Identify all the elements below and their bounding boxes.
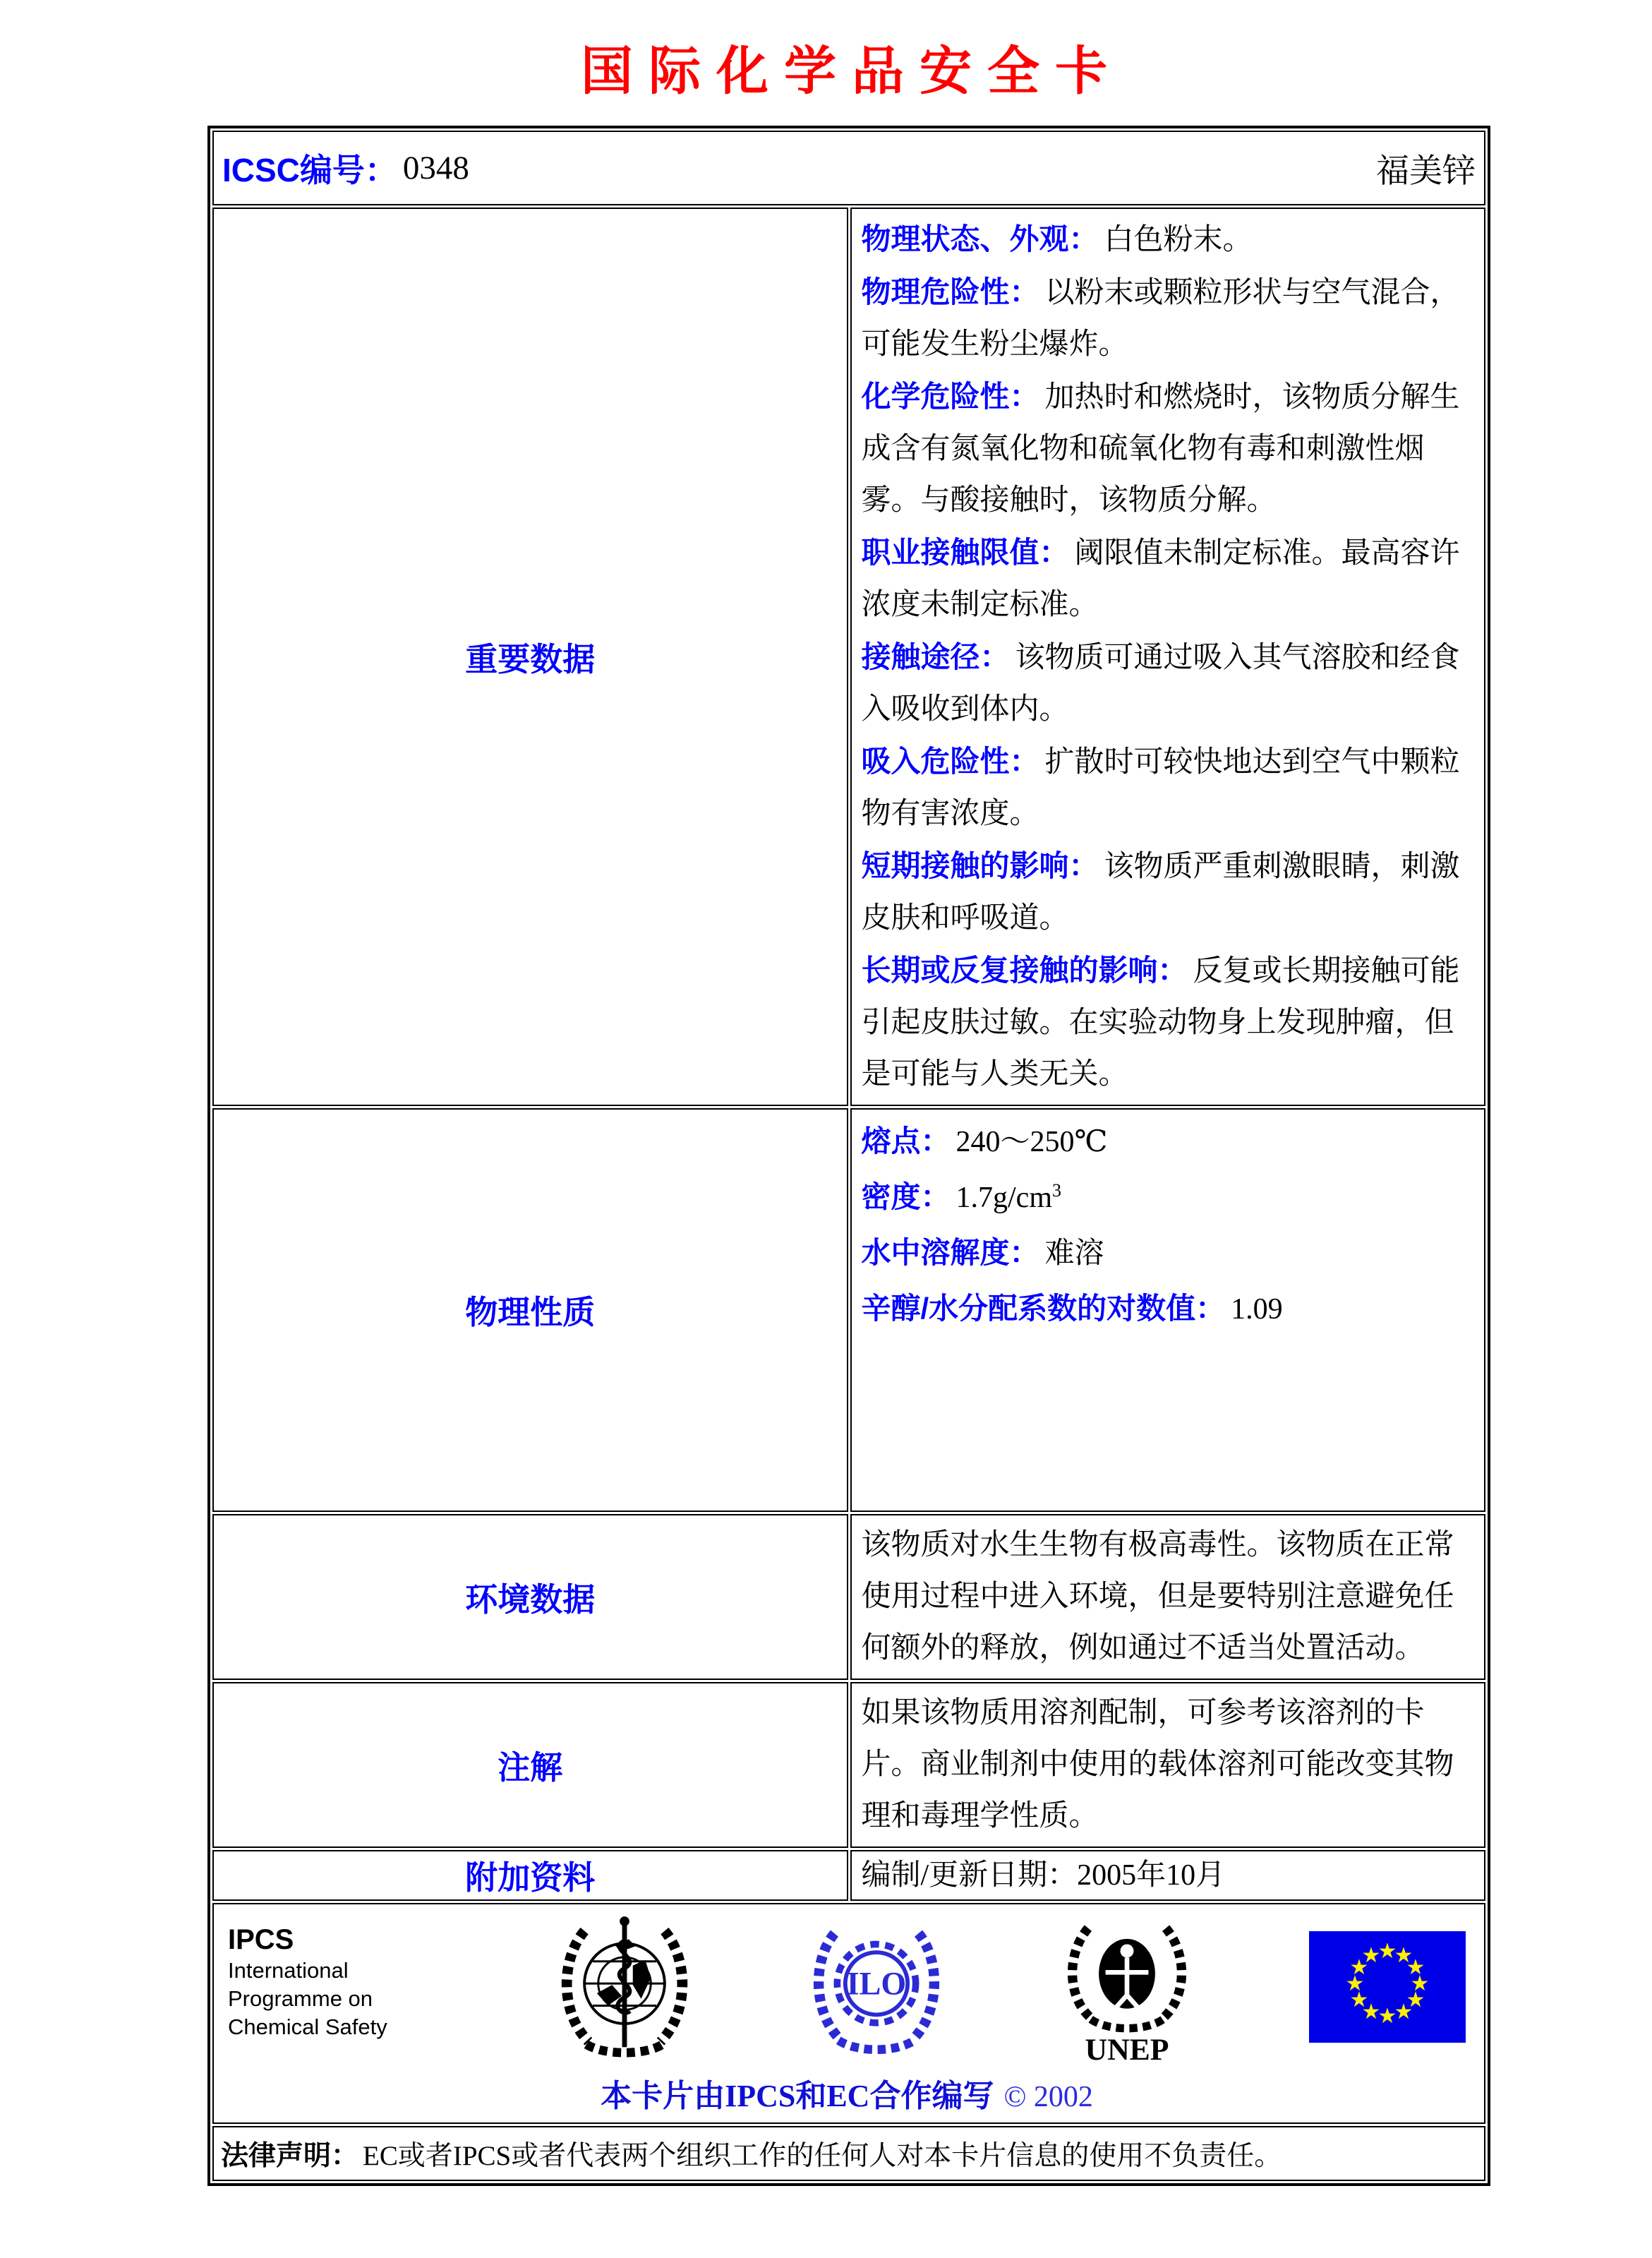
eu-flag-icon (1309, 1916, 1466, 2046)
field-logpow: 辛醇/水分配系数的对数值： 1.09 (861, 1292, 1283, 1326)
physical-properties-content (850, 1108, 1486, 1512)
field-long-term-effects: 长期或反复接触的影响： 反复或长期接触可能引起皮肤过敏。在实验动物身上发现肿瘤，但是可能与人类无关。 (861, 954, 1460, 1091)
additional-info-row (212, 1850, 1485, 1901)
svg-text:★: ★ (1361, 1943, 1381, 1968)
field-physical-danger: 物理危险性： 以粉末或颗粒形状与空气混合，可能发生粉尘爆炸。 (861, 275, 1460, 361)
svg-text:★: ★ (1410, 1971, 1430, 1996)
credit-line (228, 2070, 1466, 2115)
density-superscript: 3 (1052, 1180, 1061, 1201)
field-physical-state: 物理状态、外观： 白色粉末。 (861, 222, 1253, 256)
ipcs-text-block: IPCS International Programme on Chemical Safety (228, 1924, 387, 2039)
svg-text:★: ★ (1377, 1939, 1397, 1964)
unep-label: UNEP (1085, 2032, 1169, 2065)
svg-text:★: ★ (1377, 2004, 1397, 2029)
field-melting-point: 熔点： 240～250℃ (861, 1124, 1108, 1158)
svg-text:★: ★ (1406, 1988, 1425, 2012)
row-label-notes: 注解 (212, 1682, 848, 1848)
icsc-number-group (222, 145, 469, 191)
important-data-row (212, 208, 1485, 1106)
credit-text: 本卡片由IPCS和EC合作编写 (601, 2079, 994, 2113)
page-title: 国际化学品安全卡 (581, 43, 1123, 101)
icsc-number-value: 0348 (402, 150, 469, 186)
important-data-content (850, 208, 1486, 1106)
credit-year: © 2002 (1003, 2081, 1093, 2113)
field-exposure-routes: 接触途径： 该物质可通过吸入其气溶胶和经食入吸收到体内。 (861, 640, 1460, 726)
notes-row (212, 1682, 1485, 1848)
notes-content: 如果该物质用溶剂配制，可参考该溶剂的卡片。商业制剂中使用的载体溶剂可能改变其物理和毒理学性质。 (850, 1682, 1486, 1848)
row-label-environmental-data: 环境数据 (212, 1514, 848, 1680)
ilo-logo-icon (809, 1916, 944, 2060)
field-density: 密度： $1.7g/cm^3$ (861, 1180, 1061, 1214)
legal-row (212, 2126, 1485, 2181)
logos-row (212, 1903, 1485, 2124)
field-chemical-danger: 化学危险性： 加热时和燃烧时，该物质分解生成含有氮氧化物和硫氧化物有毒和刺激性烟雾。与酸接触时，该物质分解。 (861, 380, 1460, 517)
svg-text:★: ★ (1361, 2000, 1381, 2024)
environmental-data-row (212, 1514, 1485, 1680)
physical-properties-row (212, 1108, 1485, 1512)
svg-text:★: ★ (1394, 1943, 1413, 1968)
row-label-additional-info: 附加资料 (212, 1850, 848, 1901)
field-inhalation-risk: 吸入危险性： 扩散时可较快地达到空气中颗粒物有害浓度。 (861, 745, 1460, 830)
logo-strip (228, 1916, 1466, 2069)
icsc-number-label: ICSC编号： (222, 152, 397, 188)
svg-text:★: ★ (1406, 1955, 1425, 1980)
environmental-data-content: 该物质对水生生物有极高毒性。该物质在正常使用过程中进入环境，但是要特别注意避免任何额外的释放，例如通过不适当处置活动。 (850, 1514, 1486, 1680)
field-occupational-limits: 职业接触限值： 阈限值未制定标准。最高容许浓度未制定标准。 (861, 536, 1460, 621)
svg-text:★: ★ (1349, 1988, 1369, 2012)
chemical-name: 福美锌 (1376, 152, 1476, 190)
header-row (212, 131, 1485, 205)
svg-text:★: ★ (1345, 1971, 1365, 1996)
legal-label: 法律声明： (221, 2141, 359, 2171)
row-label-physical-properties: 物理性质 (212, 1108, 848, 1512)
row-label-important-data: 重要数据 (212, 208, 848, 1106)
legal-text: EC或者IPCS或者代表两个组织工作的任何人对本卡片信息的使用不负责任。 (363, 2141, 1282, 2171)
field-short-term-effects: 短期接触的影响： 该物质严重刺激眼睛，刺激皮肤和呼吸道。 (861, 849, 1460, 935)
additional-info-content: 编制/更新日期：2005年10月 (850, 1850, 1486, 1901)
field-water-solubility: 水中溶解度： 难溶 (861, 1236, 1104, 1270)
svg-text:★: ★ (1394, 2000, 1413, 2024)
svg-text:★: ★ (1349, 1955, 1369, 1980)
unep-logo-icon (1060, 1916, 1194, 2069)
ilo-letters: ILO (846, 1965, 907, 2002)
icsc-table (207, 126, 1490, 2186)
who-logo-icon (555, 1916, 694, 2065)
